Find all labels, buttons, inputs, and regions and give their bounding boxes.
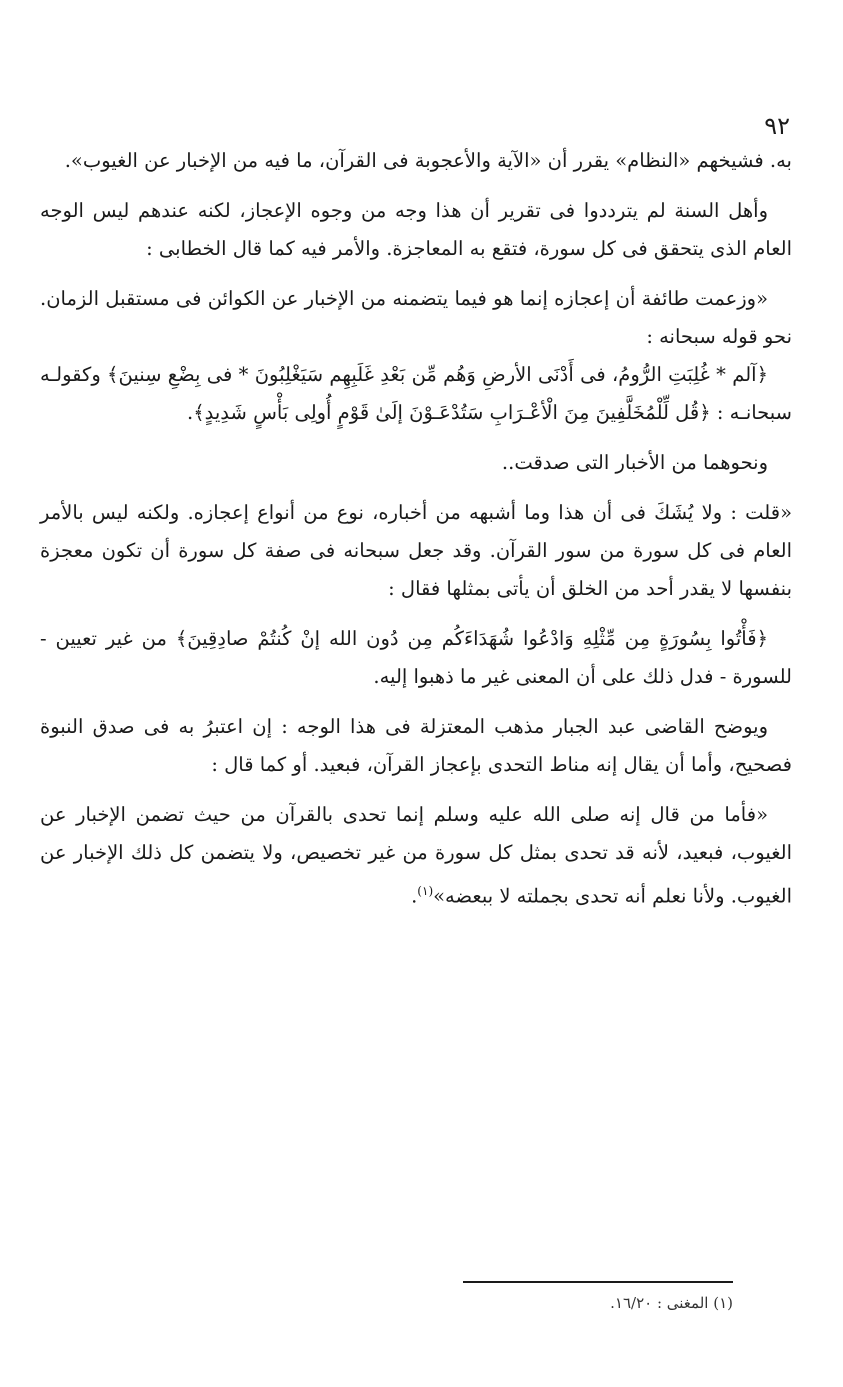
footnote: (١) المغنى : ١٦/٢٠. [610, 1294, 733, 1312]
footnote-divider [463, 1281, 733, 1283]
paragraph: ويوضح القاضى عبد الجبار مذهب المعتزلة فى هذا الوجه : إن اعتبرُ به فى صدق النبوة فصحيح، وأما أن يقال إنه مناط التحدى بإعجاز القرآن، فبعيد. أو كما قال : [40, 715, 792, 776]
body-text [40, 142, 792, 916]
paragraph: ونحوهما من الأخبار التى صدقت.. [501, 451, 768, 474]
paragraph: وأهل السنة لم يترددوا فى تقرير أن هذا وجه من وجوه الإعجاز، لكنه عندهم ليس الوجه العام الذى يتحقق فى كل سورة، فتقع به المعاجزة. والأمر فيه كما قال الخطابى : [40, 199, 792, 260]
page-number: ٩٢ [764, 112, 790, 140]
footnote-mark: (١) [417, 884, 434, 898]
quran-verse: ﴿فَأْتُوا بِسُورَةٍ مِن مِّثْلِهِ وَادْعُوا شُهَدَاءَكُم مِن دُون الله إنْ كُنتُمْ صادِقِينَ﴾ من غير تعيين - للسورة - فدل ذلك على أن المعنى غير ما ذهبوا إليه. [40, 627, 792, 688]
quote-paragraph: «وزعمت طائفة أن إعجازه إنما هو فيما يتضمنه من الإخبار عن الكوائن فى مستقبل الزمان. نحو قوله سبحانه : [40, 287, 792, 348]
quote-paragraph: «فأما من قال إنه صلى الله عليه وسلم إنما تحدى بالقرآن من حيث تضمن الإخبار عن الغيوب، فبعيد، لأنه قد تحدى بمثل كل سورة من غير تخصيص، ولا يتضمن كل ذلك الإخبار عن الغيوب. ولأنا نعلم أنه تحدى بجملته لا ببعضه»$^{(١)}$. [40, 803, 792, 908]
quote-paragraph: «قلت : ولا يُشَكَ فى أن هذا وما أشبهه من أخباره، نوع من أنواع إعجازه. ولكنه ليس بالأمر العام فى كل سورة من سور القرآن. وقد جعل سبحانه فى صفة كل سورة أن تكون معجزة بنفسها لا يقدر أحد من الخلق أن يأتى بمثلها فقال : [40, 501, 792, 600]
quran-verse: ﴿آلم * غُلِبَتِ الرُّومُ، فى أَدْنَى الأرضِ وَهُم مِّن بَعْدِ غَلَبِهِم سَيَغْلِبُونَ * فى بِضْعِ سِنينَ﴾ وكقولـه سبحانـه : ﴿قُل لِّلْمُخَلَّفِينَ مِنَ الْأعْـرَابِ سَتُدْعَـوْنَ إلَىٰ قَوْمٍ أُولِى بَأْسٍ شَدِيدٍ﴾. [40, 363, 792, 424]
quote-text: «فأما من قال إنه صلى الله عليه وسلم إنما تحدى بالقرآن من حيث تضمن الإخبار عن الغيوب، فبعيد، لأنه قد تحدى بمثل كل سورة من غير تخصيص، ولا يتضمن كل ذلك الإخبار عن الغيوب. ولأنا نعلم أنه تحدى بجملته لا ببعضه» [40, 803, 792, 908]
paragraph: به. فشيخهم «النظام» يقرر أن «الآية والأعجوبة فى القرآن، ما فيه من الإخبار عن الغيوب». [64, 149, 792, 172]
